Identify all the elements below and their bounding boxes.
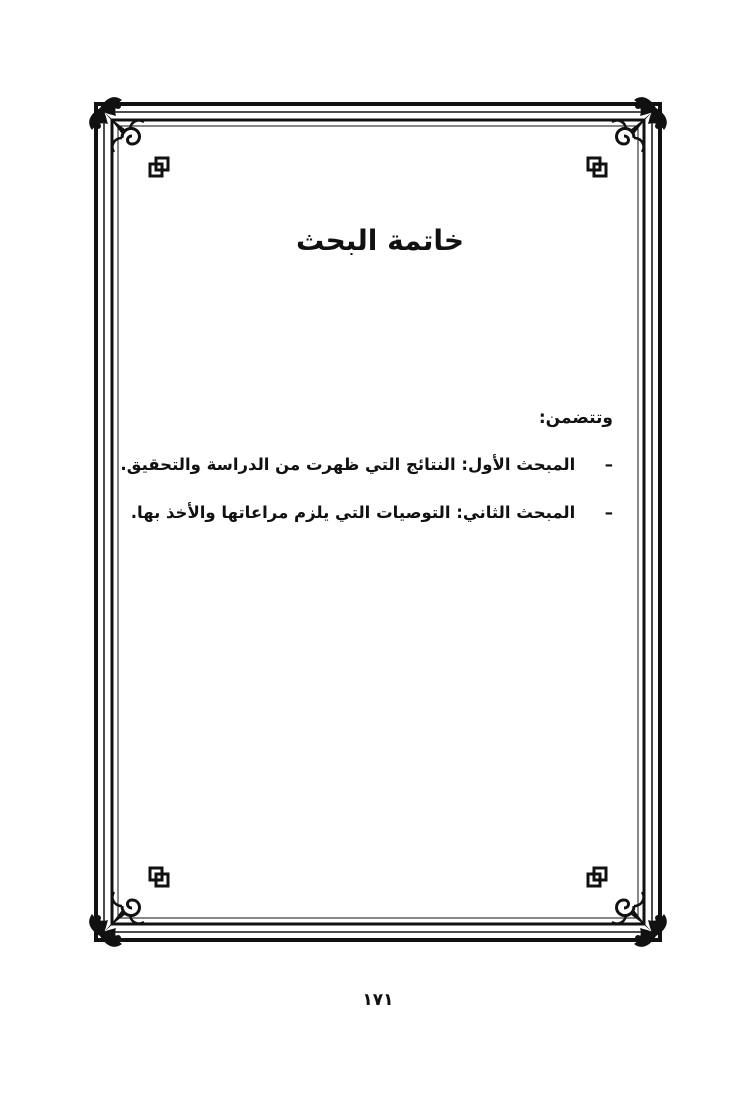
ornament-top-right [588, 97, 667, 176]
ornament-top-left [89, 97, 168, 176]
ornament-bottom-right [588, 868, 667, 947]
list-item [120, 455, 613, 474]
page-title: خاتمة البحث [295, 224, 465, 257]
ornament-bottom-left [89, 868, 168, 947]
list-item-text: المبحث الثاني: التوصيات التي يلزم مراعاتها والأخذ بها. [130, 503, 576, 522]
list-item-text: المبحث الأول: النتائج التي ظهرت من الدراسة والتحقيق. [120, 455, 576, 474]
list-bullet: – [604, 503, 613, 522]
intro-text: وتتضمن: [538, 408, 613, 428]
list-bullet: – [604, 455, 613, 474]
page-number: ١٧١ [362, 990, 394, 1010]
list-item [131, 503, 613, 522]
